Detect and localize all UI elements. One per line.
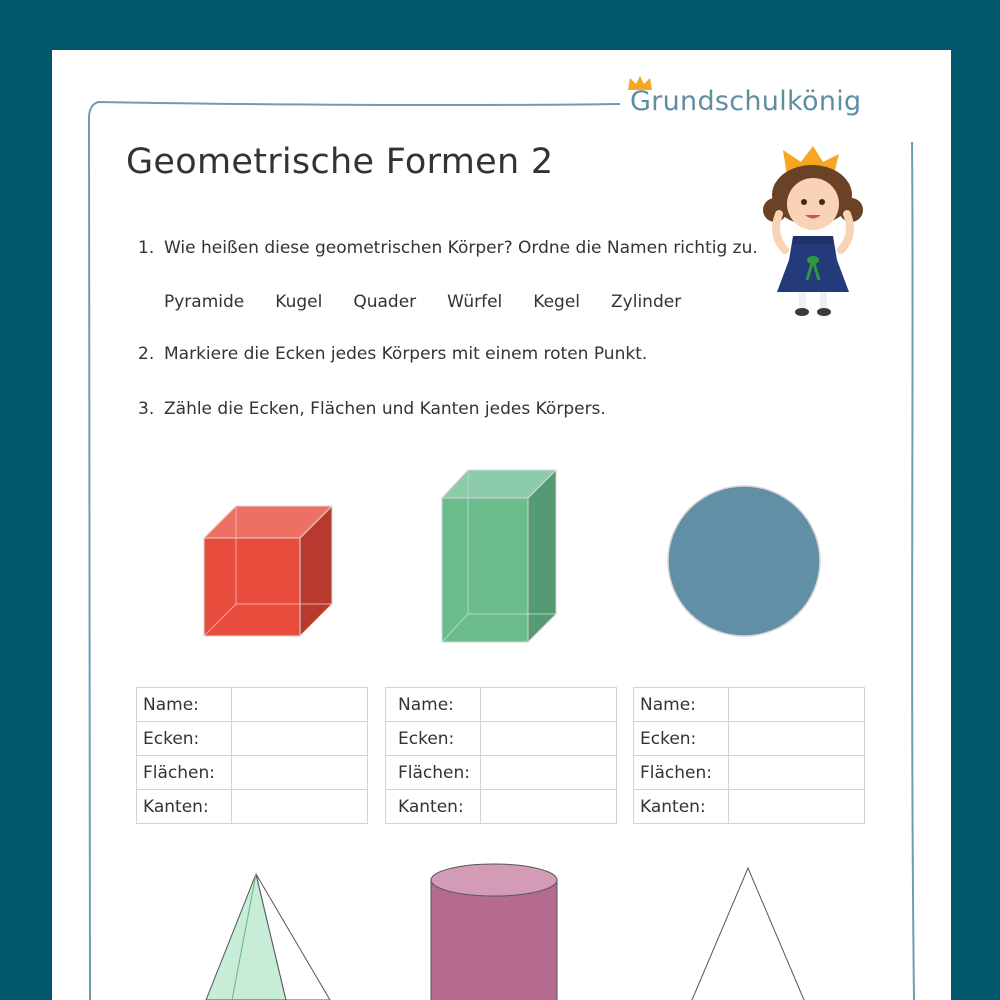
task-number: 1.	[138, 238, 155, 258]
row-label: Kanten:	[634, 790, 729, 824]
info-table-cube	[136, 687, 368, 824]
answer-cell[interactable]	[232, 790, 368, 824]
answer-cell[interactable]	[729, 756, 865, 790]
row-label: Name:	[386, 688, 481, 722]
row-label: Kanten:	[137, 790, 232, 824]
row-label: Ecken:	[634, 722, 729, 756]
task-text: Wie heißen diese geometrischen Körper? Ordne die Namen richtig zu.	[164, 238, 758, 258]
answer-cell[interactable]	[481, 722, 617, 756]
name-bank-word: Zylinder	[611, 292, 682, 312]
answer-cell[interactable]	[232, 756, 368, 790]
brand-logo: Grundschulkönig	[630, 86, 862, 117]
name-bank-word: Kegel	[533, 292, 581, 312]
row-label: Ecken:	[386, 722, 481, 756]
row-label: Kanten:	[386, 790, 481, 824]
cube-shape	[200, 502, 340, 642]
cone-shape	[688, 864, 808, 1000]
name-bank-word: Quader	[353, 292, 417, 312]
task-3	[138, 399, 606, 419]
answer-cell[interactable]	[481, 790, 617, 824]
info-table-sphere	[633, 687, 865, 824]
task-1	[138, 238, 758, 258]
name-bank-word: Würfel	[447, 292, 503, 312]
answer-cell[interactable]	[729, 722, 865, 756]
answer-cell[interactable]	[481, 756, 617, 790]
worksheet-page	[52, 50, 951, 1000]
pyramid-shape	[202, 872, 342, 1000]
sphere-shape	[664, 482, 824, 640]
page-title: Geometrische Formen 2	[126, 142, 554, 182]
row-label: Name:	[634, 688, 729, 722]
answer-cell[interactable]	[232, 688, 368, 722]
name-bank	[164, 292, 712, 312]
task-text: Markiere die Ecken jedes Körpers mit einem roten Punkt.	[164, 344, 648, 364]
row-label: Name:	[137, 688, 232, 722]
row-label: Ecken:	[137, 722, 232, 756]
answer-cell[interactable]	[729, 790, 865, 824]
answer-cell[interactable]	[729, 688, 865, 722]
cylinder-shape	[428, 862, 560, 1000]
name-bank-word: Pyramide	[164, 292, 245, 312]
answer-cell[interactable]	[481, 688, 617, 722]
row-label: Flächen:	[137, 756, 232, 790]
row-label: Flächen:	[634, 756, 729, 790]
task-text: Zähle die Ecken, Flächen und Kanten jedes Körpers.	[164, 399, 606, 419]
name-bank-word: Kugel	[275, 292, 323, 312]
row-label: Flächen:	[386, 756, 481, 790]
task-number: 3.	[138, 399, 155, 419]
task-number: 2.	[138, 344, 155, 364]
mascot-girl-illustration	[757, 140, 877, 320]
cuboid-shape	[442, 470, 556, 642]
info-table-cuboid	[385, 687, 617, 824]
answer-cell[interactable]	[232, 722, 368, 756]
task-2	[138, 344, 647, 364]
